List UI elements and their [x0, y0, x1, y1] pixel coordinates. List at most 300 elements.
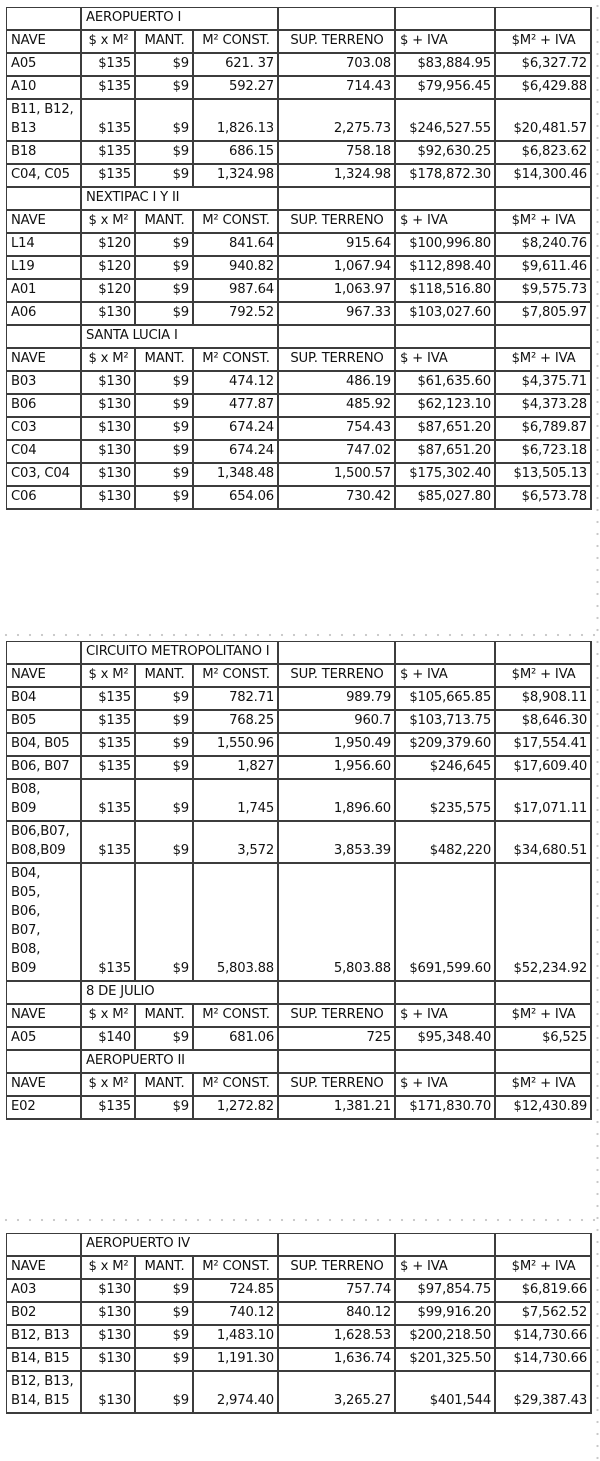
value-cell: $140 — [82, 1028, 136, 1051]
value-cell: $79,956.45 — [396, 77, 496, 100]
value-cell: 1,500.57 — [279, 464, 396, 487]
nave-cell: B05 — [7, 711, 82, 734]
value-cell: $14,730.66 — [496, 1326, 592, 1349]
empty-cell — [7, 8, 82, 31]
table-row — [7, 372, 592, 395]
value-cell: $9,575.73 — [496, 280, 592, 303]
value-cell: 1,827 — [194, 757, 279, 780]
value-cell: $691,599.60 — [396, 864, 496, 982]
column-header: SUP. TERRENO — [279, 31, 396, 54]
section-title-row — [7, 1234, 592, 1257]
column-header: NAVE — [7, 31, 82, 54]
empty-cell — [279, 1234, 396, 1257]
value-cell: $175,302.40 — [396, 464, 496, 487]
value-cell: 621. 37 — [194, 54, 279, 77]
value-cell: $9 — [136, 441, 194, 464]
column-header: $ + IVA — [396, 31, 496, 54]
value-cell: $105,665.85 — [396, 688, 496, 711]
value-cell: $6,429.88 — [496, 77, 592, 100]
page-separator — [0, 631, 600, 639]
value-cell: $20,481.57 — [496, 100, 592, 142]
value-cell: $8,646.30 — [496, 711, 592, 734]
value-cell: 740.12 — [194, 1303, 279, 1326]
column-header-row — [7, 1257, 592, 1280]
table-row — [7, 757, 592, 780]
section-title-row — [7, 8, 592, 31]
value-cell: 3,265.27 — [279, 1372, 396, 1414]
value-cell: $178,872.30 — [396, 165, 496, 188]
nave-cell: B06, B07 — [7, 757, 82, 780]
value-cell: $85,027.80 — [396, 487, 496, 510]
column-header-row — [7, 1074, 592, 1097]
price-table-block — [6, 7, 592, 510]
value-cell: $4,373.28 — [496, 395, 592, 418]
value-cell: $120 — [82, 234, 136, 257]
column-header: $ x M² — [82, 665, 136, 688]
nave-cell: C04 — [7, 441, 82, 464]
value-cell: $130 — [82, 303, 136, 326]
value-cell: 1,896.60 — [279, 780, 396, 822]
table-row — [7, 711, 592, 734]
nave-cell: A05 — [7, 54, 82, 77]
table-row — [7, 487, 592, 510]
value-cell: $9 — [136, 688, 194, 711]
value-cell: $9 — [136, 734, 194, 757]
column-header: $M² + IVA — [496, 665, 592, 688]
nave-cell: A05 — [7, 1028, 82, 1051]
value-cell: $6,327.72 — [496, 54, 592, 77]
value-cell: $14,300.46 — [496, 165, 592, 188]
column-header-row — [7, 31, 592, 54]
dotted-page-edge — [595, 0, 600, 1461]
value-cell: 1,272.82 — [194, 1097, 279, 1120]
value-cell: $9 — [136, 1280, 194, 1303]
value-cell: $8,908.11 — [496, 688, 592, 711]
column-header: $ x M² — [82, 31, 136, 54]
value-cell: 989.79 — [279, 688, 396, 711]
table-row — [7, 395, 592, 418]
column-header: NAVE — [7, 1257, 82, 1280]
value-cell: $401,544 — [396, 1372, 496, 1414]
value-cell: $7,805.97 — [496, 303, 592, 326]
empty-cell — [279, 8, 396, 31]
table-row — [7, 165, 592, 188]
value-cell: $9 — [136, 822, 194, 864]
value-cell: $9,611.46 — [496, 257, 592, 280]
column-header: $M² + IVA — [496, 1005, 592, 1028]
value-cell: $135 — [82, 711, 136, 734]
table-row — [7, 864, 592, 982]
column-header: $ + IVA — [396, 211, 496, 234]
value-cell: $9 — [136, 234, 194, 257]
value-cell: $246,645 — [396, 757, 496, 780]
value-cell: 5,803.88 — [279, 864, 396, 982]
column-header: $ + IVA — [396, 349, 496, 372]
empty-cell — [396, 188, 496, 211]
nave-cell: E02 — [7, 1097, 82, 1120]
value-cell: $9 — [136, 1349, 194, 1372]
value-cell: $4,375.71 — [496, 372, 592, 395]
value-cell: 1,956.60 — [279, 757, 396, 780]
value-cell: $52,234.92 — [496, 864, 592, 982]
value-cell: $92,630.25 — [396, 142, 496, 165]
section-title: CIRCUITO METROPOLITANO I — [82, 642, 279, 665]
table-row — [7, 280, 592, 303]
column-header: MANT. — [136, 1257, 194, 1280]
nave-cell: A10 — [7, 77, 82, 100]
column-header: $ + IVA — [396, 665, 496, 688]
column-header: $ x M² — [82, 1257, 136, 1280]
value-cell: $12,430.89 — [496, 1097, 592, 1120]
value-cell: $95,348.40 — [396, 1028, 496, 1051]
value-cell: $103,713.75 — [396, 711, 496, 734]
value-cell: 2,974.40 — [194, 1372, 279, 1414]
empty-cell — [496, 8, 592, 31]
value-cell: $9 — [136, 257, 194, 280]
nave-cell: B11, B12, B13 — [7, 100, 82, 142]
value-cell: $6,823.62 — [496, 142, 592, 165]
value-cell: $103,027.60 — [396, 303, 496, 326]
empty-cell — [7, 1234, 82, 1257]
nave-cell: C06 — [7, 487, 82, 510]
value-cell: 724.85 — [194, 1280, 279, 1303]
value-cell: $9 — [136, 780, 194, 822]
section-title-row — [7, 982, 592, 1005]
column-header: SUP. TERRENO — [279, 1074, 396, 1097]
table-row — [7, 1372, 592, 1414]
value-cell: $130 — [82, 1372, 136, 1414]
value-cell: $9 — [136, 1326, 194, 1349]
column-header: $M² + IVA — [496, 31, 592, 54]
value-cell: $9 — [136, 100, 194, 142]
column-header: SUP. TERRENO — [279, 349, 396, 372]
column-header: NAVE — [7, 211, 82, 234]
value-cell: $99,916.20 — [396, 1303, 496, 1326]
empty-cell — [396, 982, 496, 1005]
value-cell: 654.06 — [194, 487, 279, 510]
value-cell: $62,123.10 — [396, 395, 496, 418]
value-cell: $9 — [136, 1372, 194, 1414]
table-row — [7, 1349, 592, 1372]
table-row — [7, 464, 592, 487]
value-cell: 967.33 — [279, 303, 396, 326]
nave-cell: C04, C05 — [7, 165, 82, 188]
value-cell: 940.82 — [194, 257, 279, 280]
value-cell: $34,680.51 — [496, 822, 592, 864]
empty-cell — [279, 642, 396, 665]
nave-cell: B02 — [7, 1303, 82, 1326]
column-header: M² CONST. — [194, 665, 279, 688]
column-header: $ x M² — [82, 349, 136, 372]
table-row — [7, 77, 592, 100]
value-cell: $9 — [136, 303, 194, 326]
nave-cell: B14, B15 — [7, 1349, 82, 1372]
value-cell: $135 — [82, 688, 136, 711]
table-row — [7, 303, 592, 326]
value-cell: $9 — [136, 464, 194, 487]
value-cell: $6,525 — [496, 1028, 592, 1051]
column-header: M² CONST. — [194, 1074, 279, 1097]
value-cell: 1,348.48 — [194, 464, 279, 487]
column-header: SUP. TERRENO — [279, 665, 396, 688]
value-cell: $87,651.20 — [396, 441, 496, 464]
empty-cell — [279, 1051, 396, 1074]
value-cell: $9 — [136, 1097, 194, 1120]
value-cell: $200,218.50 — [396, 1326, 496, 1349]
section-title-row — [7, 1051, 592, 1074]
value-cell: $17,071.11 — [496, 780, 592, 822]
value-cell: $130 — [82, 487, 136, 510]
value-cell: 714.43 — [279, 77, 396, 100]
table-row — [7, 1028, 592, 1051]
value-cell: $135 — [82, 77, 136, 100]
value-cell: 757.74 — [279, 1280, 396, 1303]
table-row — [7, 734, 592, 757]
value-cell: $135 — [82, 100, 136, 142]
section-title-row — [7, 188, 592, 211]
value-cell: 1,826.13 — [194, 100, 279, 142]
value-cell: $118,516.80 — [396, 280, 496, 303]
column-header: $M² + IVA — [496, 349, 592, 372]
column-header: MANT. — [136, 1005, 194, 1028]
section-title: AEROPUERTO I — [82, 8, 279, 31]
column-header: SUP. TERRENO — [279, 1005, 396, 1028]
value-cell: $9 — [136, 1028, 194, 1051]
value-cell: 840.12 — [279, 1303, 396, 1326]
value-cell: 1,063.97 — [279, 280, 396, 303]
table-row — [7, 822, 592, 864]
value-cell: $130 — [82, 1349, 136, 1372]
nave-cell: B12, B13 — [7, 1326, 82, 1349]
column-header: $ x M² — [82, 1005, 136, 1028]
value-cell: 1,550.96 — [194, 734, 279, 757]
column-header: SUP. TERRENO — [279, 1257, 396, 1280]
empty-cell — [496, 188, 592, 211]
value-cell: 703.08 — [279, 54, 396, 77]
value-cell: $100,996.80 — [396, 234, 496, 257]
value-cell: $201,325.50 — [396, 1349, 496, 1372]
section-title: AEROPUERTO IV — [82, 1234, 279, 1257]
value-cell: 477.87 — [194, 395, 279, 418]
value-cell: $112,898.40 — [396, 257, 496, 280]
value-cell: 674.24 — [194, 418, 279, 441]
value-cell: 1,950.49 — [279, 734, 396, 757]
table-row — [7, 54, 592, 77]
nave-cell: B04, B05 — [7, 734, 82, 757]
value-cell: $130 — [82, 395, 136, 418]
value-cell: $235,575 — [396, 780, 496, 822]
value-cell: $482,220 — [396, 822, 496, 864]
value-cell: 686.15 — [194, 142, 279, 165]
value-cell: $17,554.41 — [496, 734, 592, 757]
empty-cell — [396, 1051, 496, 1074]
value-cell: 915.64 — [279, 234, 396, 257]
value-cell: 681.06 — [194, 1028, 279, 1051]
empty-cell — [396, 8, 496, 31]
column-header: $M² + IVA — [496, 211, 592, 234]
nave-cell: A01 — [7, 280, 82, 303]
section-title: 8 DE JULIO — [82, 982, 279, 1005]
value-cell: $9 — [136, 280, 194, 303]
column-header: SUP. TERRENO — [279, 211, 396, 234]
value-cell: $9 — [136, 372, 194, 395]
value-cell: 3,853.39 — [279, 822, 396, 864]
empty-cell — [7, 188, 82, 211]
column-header: M² CONST. — [194, 31, 279, 54]
value-cell: 725 — [279, 1028, 396, 1051]
value-cell: 1,636.74 — [279, 1349, 396, 1372]
value-cell: $29,387.43 — [496, 1372, 592, 1414]
value-cell: $171,830.70 — [396, 1097, 496, 1120]
value-cell: $61,635.60 — [396, 372, 496, 395]
value-cell: 758.18 — [279, 142, 396, 165]
value-cell: $130 — [82, 372, 136, 395]
nave-cell: B03 — [7, 372, 82, 395]
column-header: NAVE — [7, 1074, 82, 1097]
empty-cell — [7, 326, 82, 349]
empty-cell — [496, 326, 592, 349]
nave-cell: B08, B09 — [7, 780, 82, 822]
value-cell: $9 — [136, 711, 194, 734]
value-cell: $8,240.76 — [496, 234, 592, 257]
column-header: M² CONST. — [194, 211, 279, 234]
table-row — [7, 780, 592, 822]
value-cell: $9 — [136, 165, 194, 188]
value-cell: 674.24 — [194, 441, 279, 464]
value-cell: 1,628.53 — [279, 1326, 396, 1349]
value-cell: $9 — [136, 864, 194, 982]
page-separator — [0, 1216, 600, 1224]
column-header: MANT. — [136, 211, 194, 234]
column-header: M² CONST. — [194, 1257, 279, 1280]
value-cell: 1,191.30 — [194, 1349, 279, 1372]
column-header-row — [7, 349, 592, 372]
empty-cell — [279, 982, 396, 1005]
value-cell: $9 — [136, 757, 194, 780]
section-title: SANTA LUCIA I — [82, 326, 279, 349]
table-row — [7, 418, 592, 441]
value-cell: 747.02 — [279, 441, 396, 464]
column-header: NAVE — [7, 1005, 82, 1028]
value-cell: 730.42 — [279, 487, 396, 510]
price-table-block — [6, 641, 592, 1120]
value-cell: $9 — [136, 1303, 194, 1326]
value-cell: $135 — [82, 165, 136, 188]
empty-cell — [396, 642, 496, 665]
section-title-row — [7, 326, 592, 349]
value-cell: $135 — [82, 1097, 136, 1120]
empty-cell — [7, 982, 82, 1005]
value-cell: $9 — [136, 418, 194, 441]
table-row — [7, 441, 592, 464]
empty-cell — [496, 642, 592, 665]
column-header: MANT. — [136, 1074, 194, 1097]
nave-cell: B06 — [7, 395, 82, 418]
table-row — [7, 257, 592, 280]
empty-cell — [496, 982, 592, 1005]
table-row — [7, 688, 592, 711]
value-cell: $120 — [82, 257, 136, 280]
column-header: MANT. — [136, 349, 194, 372]
value-cell: $9 — [136, 487, 194, 510]
value-cell: $13,505.13 — [496, 464, 592, 487]
value-cell: 1,483.10 — [194, 1326, 279, 1349]
column-header: MANT. — [136, 665, 194, 688]
value-cell: $83,884.95 — [396, 54, 496, 77]
column-header-row — [7, 665, 592, 688]
value-cell: 474.12 — [194, 372, 279, 395]
value-cell: 987.64 — [194, 280, 279, 303]
value-cell: $135 — [82, 864, 136, 982]
nave-cell: B04 — [7, 688, 82, 711]
table-row — [7, 1326, 592, 1349]
value-cell: $135 — [82, 780, 136, 822]
column-header: M² CONST. — [194, 1005, 279, 1028]
value-cell: 592.27 — [194, 77, 279, 100]
value-cell: $6,819.66 — [496, 1280, 592, 1303]
value-cell: $9 — [136, 54, 194, 77]
value-cell: $7,562.52 — [496, 1303, 592, 1326]
empty-cell — [7, 642, 82, 665]
nave-cell: L19 — [7, 257, 82, 280]
value-cell: 1,324.98 — [194, 165, 279, 188]
table-row — [7, 100, 592, 142]
column-header: $M² + IVA — [496, 1257, 592, 1280]
value-cell: $209,379.60 — [396, 734, 496, 757]
value-cell: $9 — [136, 395, 194, 418]
section-title-row — [7, 642, 592, 665]
value-cell: $135 — [82, 142, 136, 165]
value-cell: 782.71 — [194, 688, 279, 711]
nave-cell: L14 — [7, 234, 82, 257]
value-cell: $130 — [82, 1326, 136, 1349]
value-cell: 960.7 — [279, 711, 396, 734]
value-cell: $9 — [136, 142, 194, 165]
nave-cell: A03 — [7, 1280, 82, 1303]
value-cell: 1,067.94 — [279, 257, 396, 280]
table-row — [7, 1303, 592, 1326]
value-cell: $130 — [82, 418, 136, 441]
value-cell: 486.19 — [279, 372, 396, 395]
column-header: $ x M² — [82, 1074, 136, 1097]
value-cell: 5,803.88 — [194, 864, 279, 982]
column-header: $ + IVA — [396, 1257, 496, 1280]
value-cell: 754.43 — [279, 418, 396, 441]
empty-cell — [396, 326, 496, 349]
table-row — [7, 234, 592, 257]
value-cell: $246,527.55 — [396, 100, 496, 142]
value-cell: $135 — [82, 822, 136, 864]
value-cell: $135 — [82, 757, 136, 780]
value-cell: $9 — [136, 77, 194, 100]
nave-cell: B12, B13, B14, B15 — [7, 1372, 82, 1414]
nave-cell: B04, B05, B06, B07, B08, B09 — [7, 864, 82, 982]
value-cell: $120 — [82, 280, 136, 303]
nave-cell: B18 — [7, 142, 82, 165]
empty-cell — [279, 326, 396, 349]
empty-cell — [496, 1051, 592, 1074]
section-title: AEROPUERTO II — [82, 1051, 279, 1074]
value-cell: 485.92 — [279, 395, 396, 418]
table-row — [7, 1280, 592, 1303]
value-cell: $6,789.87 — [496, 418, 592, 441]
value-cell: 768.25 — [194, 711, 279, 734]
table-row — [7, 142, 592, 165]
column-header: M² CONST. — [194, 349, 279, 372]
column-header: $ + IVA — [396, 1005, 496, 1028]
value-cell: 792.52 — [194, 303, 279, 326]
value-cell: 1,745 — [194, 780, 279, 822]
